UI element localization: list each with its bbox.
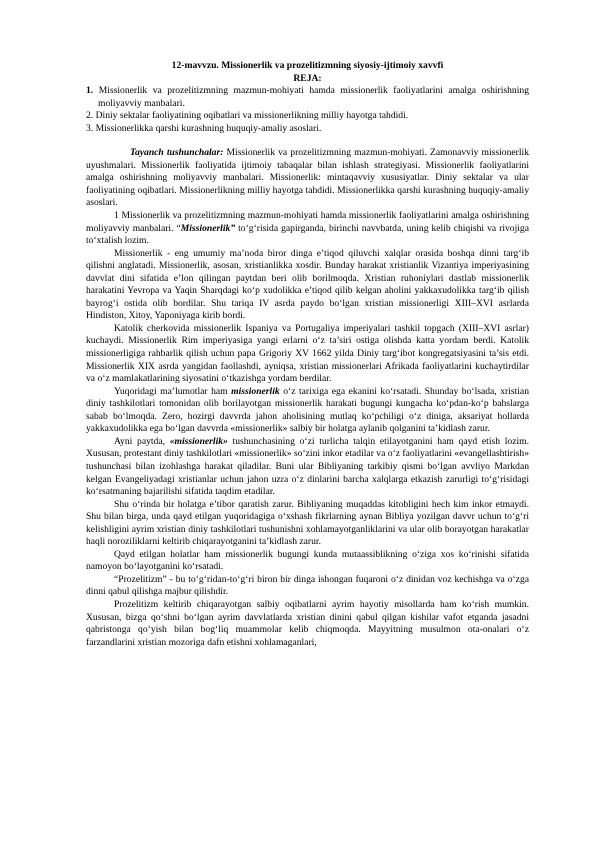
plan-item-text: Missionerlikka qarshi kurashning huquqiy-amaliy asoslari. [95, 122, 322, 134]
plan-item-text: Missionerlik va prozelitizmning mazmun-mohiyati hamda missionerlik faoliyatlarini amalga oshirishning moliyavviy manbalari. [98, 85, 529, 109]
paragraph-text: tushunchasining o‘zi turlicha talqin etilayotganini ham qayd etish lozim. Xususan, protestant diniy tashkilotlari «missionerlik» so‘zini inkor etadilar va o‘z faoliyatlarini «evangellashtirish» tushunchasi bilan izohlashga harakat qiladilar. Buni ular Bibliyaning tarkibiy qismi bo‘lgan avvliyo Markdan kelgan Evangeliyadagi xristianlar uchun jahon uzra o‘z dinlarini barcha xalqlarga etkazish zarurligi to‘g‘risidagi ko‘rsatmaning bajarilishi sifatida taqdim etadilar. [86, 435, 529, 498]
term-missionerlik: Missionerlik” [180, 222, 236, 234]
paragraph-3: Katolik cherkovida missionerlik Ispaniya va Portugaliya imperiyalari tashkil topgach (XIII–XVI asrlar) kuchaydi. Missionerlik Rim imperiyasiga yangi erlarni o‘z ta’siri ostiga olishda katta yordam berdi. Katolik missionerligiga rahbarlik qilish uchun papa Grigoriy XV 1662 yilda Diniy targ‘ibot kongregatsiyasini ta’sis etdi. Missionerlik XIX asrda yangidan faollashdi, ayniqsa, xristian missionerlari Afrikada faoliyatlarini kuchaytirdilar va o‘z mamlakatlarining siyosatini o‘tkazishga yordam berdilar. [86, 322, 529, 385]
paragraph-text: Ayni paytda, [114, 435, 170, 447]
paragraph-6: Shu o‘rinda bir holatga e’tibor qaratish zarur. Bibliyaning muqaddas kitobligini hech kim inkor etmaydi. Shu bilan birga, unda qayd etilgan yuqoridagiga o‘xshash fikrlarning aynan Bibliya yozilgan davvr uchun to‘g‘ri kelishligini ayrim xristian diniy tashkilotlari tushunishni xohlamayotganliklarini va ular olib borayotgan harakatlar haqli noroziliklarni keltirib chiqarayotganini ta’kidlash zarur. [86, 498, 529, 548]
paragraph-text: o‘z tarixiga ega ekanini ko‘rsatadi. Shunday bo‘lsada, xristian diniy tashkilotlari tomonidan olib borilayotgan missionerlik harakati bugungi kungacha ko‘pdan-ko‘p bahslarga sabab bo‘lmoqda. Zero, hozirgi davvrda jahon aholisining mutlaq ko‘pchiligi o‘z diniga, aksariyat hollarda yakkaxudolikka ega bo‘lgan davvrda «missionerlik» salbiy bir holatga aylanib qolganini ta’kidlash zarur. [86, 385, 529, 435]
plan-item [86, 85, 529, 110]
plan-list [86, 85, 529, 135]
paragraph-2: Missionerlik - eng umumiy ma’noda biror dinga e’tiqod qiluvchi xalqlar orasida boshqa dinni targ‘ib qilishni anglatadi. Missionerlik, asosan, xristianlikka xosdir. Bunday harakat xristianlik Vizantiya imperiyasining davvlat dini sifatida e’lon qilingan paytdan beri olib borilmoqda. Xristian ruhoniylari dastlab missionerlik harakatini Yevropa va Yaqin Sharqdagi ko‘p xudolikka e’tiqod qilib kelgan aholini yakkaxudolikka targ‘ib qilish bayrog‘i ostida olib bordilar. Shu tariqa IV asrda paydo bo‘lgan xristian missionerligi XIII–XVI asrlarda Hindiston, Xitoy, Yaponiyaga kirib bordi. [86, 247, 529, 322]
paragraph-text: to‘g‘risida gapirganda, birinchi navvbatda, uning kelib chiqishi va rivojiga to‘xtalish lozim. [86, 222, 529, 247]
plan-item [86, 110, 529, 123]
paragraph-9: Prozelitizm keltirib chiqarayotgan salbiy oqibatlarni ayrim hayotiy misollarda ham ko‘rish mumkin. Xususan, bizga qo‘shni bo‘lgan ayrim davvlatlarda xristian dinini qabul qilgan kishilar vafot etganda jasadni qabristonga qo‘yish bilan bog‘liq muammolar kelib chiqmoqda. Mayyitning musulmon ota-onalari o‘z farzandlarini xristian mozoriga dafn etishni xohlamaganlari, [86, 598, 529, 648]
plan-heading: REJA: [293, 72, 322, 84]
term-missionerlik: «missionerlik» [169, 435, 228, 447]
paragraph-8: “Prozelitizm” - bu to‘g‘ridan-to‘g‘ri biron bir dinga ishongan fuqaroni o‘z dinidan voz kechishga va o‘zga dinni qabul qilishga majbur qilishdir. [86, 573, 529, 598]
paragraph-text: 1 Missionerlik va prozelitizmning mazmun-mohiyati hamda missionerlik faoliyatlarini amalga oshirishning moliyavviy manbalari. “ [86, 210, 529, 234]
keywords-label: Tayanch tushunchalar: [130, 147, 224, 159]
plan-item-number: 2. [86, 110, 94, 122]
document-title: 12-mavvzu. Missionerlik va prozelitizmning siyosiy-ijtimoiy xavvfi [171, 60, 444, 71]
plan-item-number: 1. [86, 85, 94, 97]
spacer [86, 135, 529, 147]
paragraph-7: Qayd etilgan holatlar ham missionerlik bugungi kunda mutaassiblikning o‘ziga xos ko‘rinishi sifatida namoyon bo‘layotganini ko‘rsatadi. [86, 548, 529, 573]
plan-item [86, 123, 529, 136]
plan-item-text: Diniy sektalar faoliyatining oqibatlari va missionerlikning milliy hayotga tahdidi. [95, 110, 409, 122]
paragraph-text: Yuqoridagi ma’lumotlar ham [114, 385, 232, 397]
keywords-paragraph [86, 147, 529, 210]
paragraph-4 [86, 386, 529, 436]
keywords-text: Missionerlik va prozelitizmning mazmun-mohiyati. Zamonavviy missionerlik uyushmalari. Missionerlik faoliyatida ijtimoiy tabaqalar bilan ishlash strategiyasi. Missionerlik faoliyatlarini amalga oshirishning moliyavviy manbalari. Missionerlik: mintaqavviy xususiyatlar. Diniy sektalar va ular faoliyatining oqibatlari. Missionerlikning milliy hayotga tahdidi. Missionerlikka qarshi kurashning huquqiy-amaliy asoslari. [86, 147, 529, 209]
paragraph-1 [86, 210, 529, 248]
plan-item-number: 3. [86, 122, 94, 134]
term-missionerlik: missionerlik [231, 385, 280, 397]
paragraph-5 [86, 436, 529, 499]
